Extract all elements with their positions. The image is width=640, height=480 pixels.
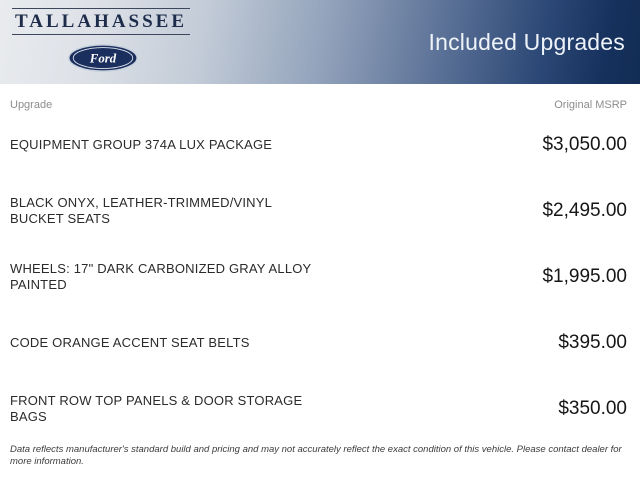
- page-title: Included Upgrades: [428, 29, 625, 55]
- ford-logo-icon: [68, 44, 138, 72]
- dealer-name: TALLAHASSEE: [12, 8, 190, 35]
- column-header-upgrade: Upgrade: [10, 99, 53, 111]
- dealer-branding: [12, 8, 190, 35]
- table-row: [0, 112, 640, 178]
- disclaimer-text: Data reflects manufacturer's standard build and pricing and may not accurately reflect the exact condition of this vehicle. Please contact dealer for more information.: [10, 444, 622, 467]
- table-row: [0, 310, 640, 376]
- upgrade-name: WHEELS: 17" DARK CARBONIZED GRAY ALLOY PAINTED: [10, 261, 312, 292]
- upgrade-price: $350.00: [558, 398, 627, 419]
- table-row: [0, 178, 640, 244]
- table-column-headers: [0, 98, 640, 112]
- upgrade-name: BLACK ONYX, LEATHER-TRIMMED/VINYL BUCKET SEATS: [10, 195, 272, 226]
- upgrade-name: FRONT ROW TOP PANELS & DOOR STORAGE BAGS: [10, 393, 303, 424]
- upgrade-price: $395.00: [558, 332, 627, 353]
- table-row: [0, 244, 640, 310]
- upgrade-name: EQUIPMENT GROUP 374A LUX PACKAGE: [10, 137, 273, 152]
- table-row: [0, 376, 640, 442]
- upgrade-price: $2,495.00: [542, 200, 627, 221]
- upgrade-name: CODE ORANGE ACCENT SEAT BELTS: [10, 335, 250, 350]
- page-header: [0, 0, 640, 84]
- svg-text:Ford: Ford: [89, 51, 117, 66]
- upgrade-price: $1,995.00: [542, 266, 627, 287]
- upgrade-rows: [0, 112, 640, 442]
- upgrade-price: $3,050.00: [542, 134, 627, 155]
- column-header-msrp: Original MSRP: [554, 99, 627, 111]
